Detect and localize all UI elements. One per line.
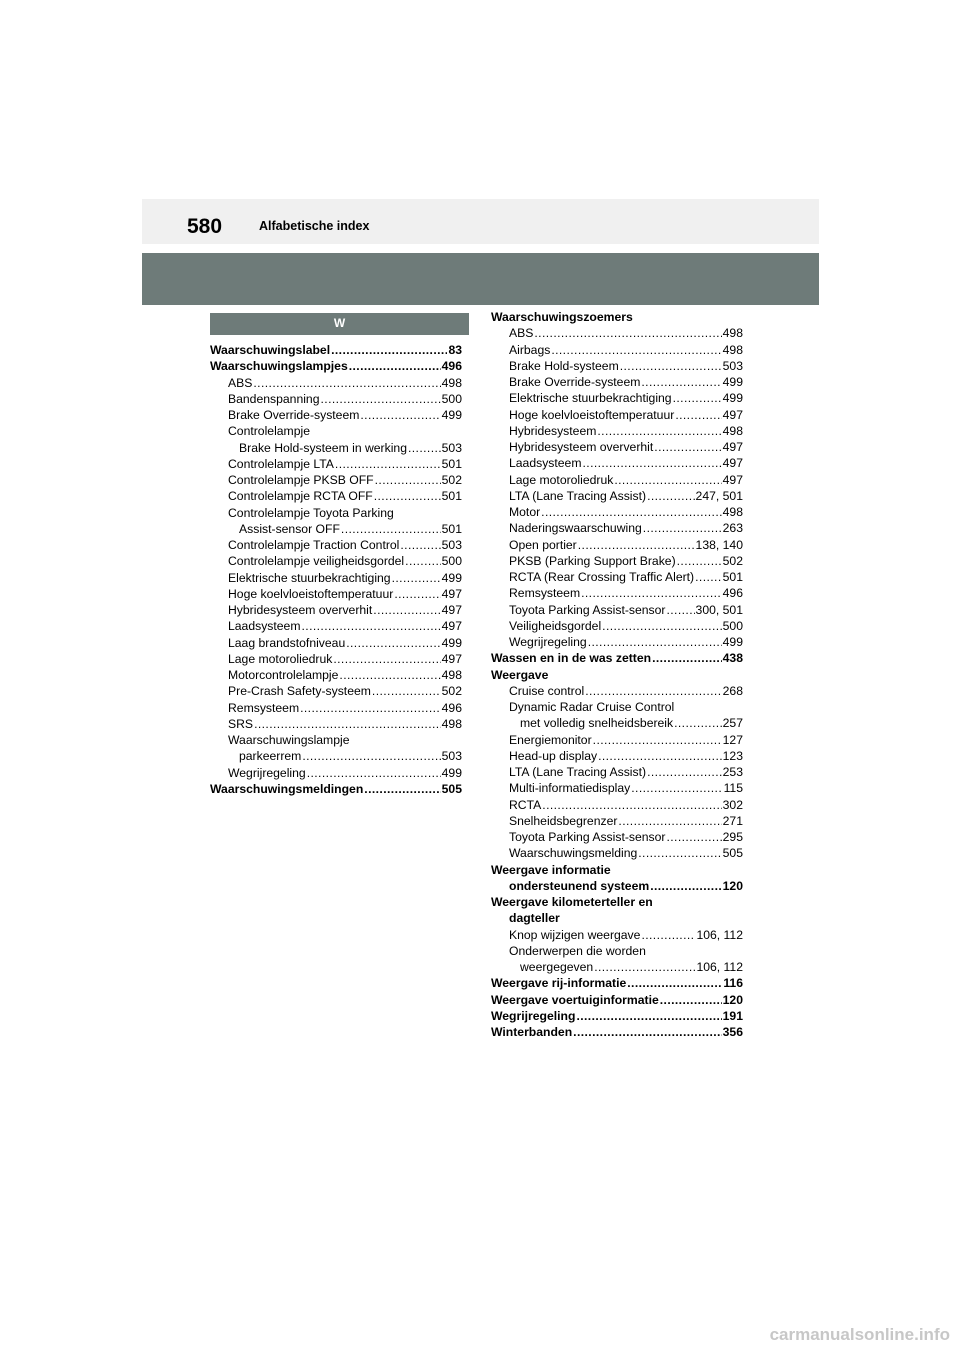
dot-leader [541, 504, 722, 520]
index-entry-label: Hoge koelvloeistoftemperatuur [509, 407, 675, 422]
dot-leader [647, 488, 694, 504]
dot-leader [573, 1024, 722, 1040]
index-entry [210, 456, 462, 472]
dot-leader [341, 521, 441, 537]
index-entry [491, 878, 743, 894]
index-entry [491, 325, 743, 341]
index-entry-page[interactable]: 106, 112 [696, 960, 743, 974]
index-entry-label: Controlelampje Traction Control [228, 538, 400, 552]
dot-leader [408, 440, 441, 456]
index-entry-page[interactable]: 497 [722, 440, 743, 454]
index-entry [491, 472, 743, 488]
index-entry [491, 894, 743, 910]
index-entry-page[interactable]: 499 [441, 635, 462, 650]
index-entry [210, 700, 462, 716]
dot-leader [534, 325, 721, 341]
index-entry-label: Toyota Parking Assist-sensor [509, 830, 666, 844]
index-entry [491, 439, 743, 455]
dot-leader [360, 407, 440, 423]
dot-leader [331, 342, 447, 358]
dot-leader [253, 375, 440, 391]
dot-leader [654, 439, 721, 455]
index-entry-page[interactable]: 106, 112 [696, 927, 743, 942]
index-entry-label: ABS [509, 326, 534, 341]
index-entry-page[interactable]: 295 [722, 830, 743, 844]
index-entry [491, 488, 743, 504]
index-entry-page[interactable]: 300, 501 [695, 602, 743, 617]
index-entry-label: Open portier [509, 537, 577, 552]
index-entry-page[interactable]: 499 [722, 635, 743, 649]
index-entry-label: Weergave informatie [491, 862, 611, 877]
index-entry [491, 959, 743, 975]
index-entry-page[interactable]: 499 [441, 570, 462, 585]
index-entry [491, 992, 743, 1008]
dot-leader [593, 732, 722, 748]
index-entry [491, 1024, 743, 1040]
index-entry-page[interactable]: 138, 140 [695, 537, 743, 552]
index-entry-page[interactable]: 127 [722, 732, 743, 747]
index-entry [210, 602, 462, 618]
index-entry-page[interactable]: 498 [441, 716, 462, 731]
index-entry-label: Onderwerpen die worden [509, 943, 646, 958]
page-title: Alfabetische index [259, 219, 370, 233]
dot-leader [333, 651, 440, 667]
index-entry [210, 732, 462, 748]
index-entry-label: Wegrijregeling [491, 1008, 576, 1023]
index-entry-label: Waarschuwingszoemers [491, 310, 633, 324]
index-entry [491, 407, 743, 423]
index-entry [491, 423, 743, 439]
index-entry [491, 537, 743, 553]
index-entry-page[interactable]: 191 [722, 1008, 743, 1023]
index-entry-label: LTA (Lane Tracing Assist) [509, 488, 647, 503]
chapter-banner [142, 253, 819, 305]
index-entry-label: Naderingswaarschuwing [509, 521, 642, 536]
index-entry-label: Hybridesysteem oververhit [509, 440, 654, 454]
index-entry-label: Waarschuwingsmelding [509, 846, 638, 861]
dot-leader [641, 374, 721, 390]
index-entry-page[interactable]: 497 [441, 619, 462, 634]
index-entry-page[interactable]: 497 [441, 586, 462, 601]
index-entry-label: Controlelampje RCTA OFF [228, 489, 373, 504]
index-entry-page[interactable]: 498 [441, 668, 462, 682]
index-entry-label: PKSB (Parking Support Brake) [509, 553, 676, 568]
dot-leader [650, 878, 721, 894]
dot-leader [339, 667, 440, 683]
index-entry [210, 472, 462, 488]
index-entry [491, 1008, 743, 1024]
dot-leader [598, 748, 722, 764]
index-entry-label: Weergave voertuiginformatie [491, 992, 659, 1007]
index-entry-label: Remsysteem [228, 700, 300, 715]
dot-leader [638, 845, 721, 861]
index-entry-page[interactable]: 302 [722, 797, 743, 812]
index-entry-label: Hybridesysteem [509, 423, 597, 438]
index-entry [210, 716, 462, 732]
index-entry-page[interactable]: 502 [441, 473, 462, 487]
dot-leader [346, 635, 440, 651]
index-entry-label: Bandenspanning [228, 391, 320, 406]
index-entry-label: Energiemonitor [509, 732, 592, 747]
dot-leader [302, 618, 441, 634]
index-entry-page[interactable]: 501 [722, 570, 743, 584]
dot-leader [374, 488, 441, 504]
index-entry-label: Brake Hold-systeem [509, 358, 619, 373]
index-entry [210, 521, 462, 537]
index-entry-page[interactable]: 502 [441, 684, 462, 699]
index-entry-label: Controlelampje [228, 424, 310, 439]
index-entry [210, 553, 462, 569]
index-entry-page[interactable]: 253 [722, 765, 743, 779]
dot-leader [364, 781, 440, 797]
dot-leader [551, 342, 721, 358]
index-entry [491, 813, 743, 829]
index-entry-label: Brake Override-systeem [228, 408, 360, 422]
dot-leader [254, 716, 441, 732]
index-entry-page[interactable]: 500 [441, 391, 462, 406]
dot-leader [405, 553, 441, 569]
dot-leader [647, 764, 722, 780]
index-entry-page[interactable]: 496 [441, 700, 462, 715]
index-column-left [210, 342, 462, 797]
index-entry [491, 553, 743, 569]
dot-leader [641, 927, 695, 943]
index-entry-label: Veiligheidsgordel [509, 618, 602, 633]
index-entry-label: Elektrische stuurbekrachtiging [509, 391, 672, 406]
index-entry-page[interactable]: 438 [722, 651, 743, 666]
dot-leader [375, 472, 441, 488]
index-entry [210, 781, 462, 797]
index-entry-label: Waarschuwingsmeldingen [210, 781, 364, 796]
index-entry-label: LTA (Lane Tracing Assist) [509, 765, 647, 779]
index-entry-label: Assist-sensor OFF [239, 521, 340, 536]
index-entry-page[interactable]: 499 [722, 391, 743, 406]
index-entry [491, 602, 743, 618]
index-entry [210, 570, 462, 586]
index-entry [491, 943, 743, 959]
dot-leader [620, 358, 722, 374]
index-entry-label: Snelheidsbegrenzer [509, 813, 618, 828]
index-entry [491, 683, 743, 699]
index-entry-label: Brake Hold-systeem in werking [239, 440, 407, 455]
index-entry-label: RCTA [509, 797, 542, 812]
index-entry-label: Wassen en in de was zetten [491, 651, 652, 666]
dot-leader [335, 456, 441, 472]
dot-leader [652, 650, 722, 666]
index-entry-label: Controlelampje PKSB OFF [228, 473, 374, 487]
index-entry-page[interactable]: 247, 501 [695, 488, 743, 503]
index-entry-label: Pre-Crash Safety-systeem [228, 684, 371, 699]
index-entry-page[interactable]: 257 [722, 716, 743, 731]
index-entry [491, 699, 743, 715]
index-entry-label: Head-up display [509, 748, 598, 763]
index-entry [491, 618, 743, 634]
index-entry-page[interactable]: 497 [722, 472, 743, 487]
index-entry-label: Hybridesysteem oververhit [228, 603, 373, 617]
dot-leader [583, 455, 722, 471]
index-entry-label: Dynamic Radar Cruise Control [509, 700, 675, 714]
header-bar [142, 199, 819, 244]
index-entry-page[interactable]: 499 [722, 375, 743, 389]
index-entry [491, 569, 743, 585]
index-entry-label: Motorcontrolelampje [228, 668, 339, 682]
index-entry [491, 374, 743, 390]
index-entry-label: parkeerrem [239, 749, 302, 764]
index-entry-label: Weergave kilometerteller en [491, 895, 653, 909]
dot-leader [660, 992, 722, 1008]
dot-leader [349, 358, 441, 374]
dot-leader [643, 520, 722, 536]
index-entry-page[interactable]: 116 [723, 976, 743, 991]
dot-leader [588, 634, 722, 650]
index-entry-label: SRS [228, 716, 254, 731]
dot-leader [307, 765, 441, 781]
index-column-right [491, 309, 743, 1040]
index-entry [491, 748, 743, 764]
index-entry-label: Laag brandstofniveau [228, 635, 346, 650]
index-entry-label: Weergave rij-informatie [491, 976, 627, 991]
index-entry [210, 342, 462, 358]
index-entry [210, 391, 462, 407]
index-entry [210, 375, 462, 391]
index-entry [491, 862, 743, 878]
index-entry [491, 390, 743, 406]
index-entry-label: Laadsysteem [228, 619, 301, 634]
index-entry-label: Waarschuwingslampje [228, 733, 350, 747]
index-entry-page[interactable]: 503 [722, 358, 743, 373]
index-entry [210, 586, 462, 602]
dot-leader [666, 602, 694, 618]
index-entry-label: Wegrijregeling [509, 635, 587, 649]
index-entry-label: dagteller [509, 911, 560, 926]
index-entry-page[interactable]: 498 [722, 342, 743, 357]
dot-leader [594, 959, 695, 975]
index-entry-label: Multi-informatiedisplay [509, 781, 631, 796]
index-entry-page[interactable]: 502 [722, 553, 743, 568]
index-entry-page[interactable]: 499 [441, 765, 462, 780]
index-entry-label: Lage motoroliedruk [509, 472, 614, 487]
index-entry [491, 927, 743, 943]
index-entry-page[interactable]: 356 [722, 1025, 743, 1039]
dot-leader [677, 553, 722, 569]
index-entry [210, 505, 462, 521]
dot-leader [576, 1008, 721, 1024]
index-entry [210, 488, 462, 504]
dot-leader [627, 975, 722, 991]
dot-leader [392, 570, 441, 586]
index-entry-label: RCTA (Rear Crossing Traffic Alert) [509, 570, 695, 584]
index-entry-page[interactable]: 498 [722, 505, 743, 519]
index-entry-label: Waarschuwingslabel [210, 343, 331, 357]
index-entry-label: Hoge koelvloeistoftemperatuur [228, 586, 394, 601]
index-entry [491, 650, 743, 666]
index-entry-page[interactable]: 497 [441, 603, 462, 617]
index-entry-page[interactable]: 496 [441, 359, 462, 374]
dot-leader [578, 537, 695, 553]
index-entry-page[interactable]: 501 [441, 489, 462, 504]
dot-leader [400, 537, 440, 553]
index-entry [491, 358, 743, 374]
dot-leader [673, 390, 722, 406]
dot-leader [542, 797, 721, 813]
index-entry [491, 829, 743, 845]
index-entry-label: Weergave [491, 667, 549, 682]
dot-leader [631, 780, 722, 796]
watermark: carmanualsonline.info [769, 1325, 950, 1344]
index-entry-page[interactable]: 500 [441, 554, 462, 569]
index-entry [491, 780, 743, 796]
index-entry-label: Remsysteem [509, 586, 581, 601]
index-entry [491, 504, 743, 520]
index-entry-label: Knop wijzigen weergave [509, 927, 641, 942]
index-entry-page[interactable]: 505 [441, 781, 462, 796]
dot-leader [618, 813, 721, 829]
index-entry-label: Toyota Parking Assist-sensor [509, 602, 666, 617]
page-number: 580 [187, 215, 223, 238]
index-entry-label: Controlelampje Toyota Parking [228, 505, 394, 520]
index-entry-page[interactable]: 123 [722, 748, 743, 763]
index-entry-page[interactable]: 501 [441, 521, 462, 536]
dot-leader [372, 683, 441, 699]
index-entry [210, 618, 462, 634]
index-entry [491, 455, 743, 471]
index-entry-label: weergegeven [520, 960, 594, 974]
index-entry-page[interactable]: 505 [722, 846, 743, 861]
index-entry [491, 845, 743, 861]
index-entry [210, 537, 462, 553]
index-entry [491, 732, 743, 748]
index-entry-page[interactable]: 499 [441, 408, 462, 422]
index-entry-page[interactable]: 120 [722, 878, 743, 893]
index-entry [210, 423, 462, 439]
dot-leader [585, 683, 721, 699]
dot-leader [674, 715, 722, 731]
index-entry-label: Wegrijregeling [228, 765, 306, 780]
index-entry-label: Airbags [509, 342, 551, 357]
index-entry-page[interactable]: 497 [722, 456, 743, 471]
index-entry-label: Elektrische stuurbekrachtiging [228, 570, 391, 585]
index-entry-page[interactable]: 501 [441, 456, 462, 471]
index-entry-label: Lage motoroliedruk [228, 651, 333, 666]
dot-leader [300, 700, 441, 716]
dot-leader [602, 618, 722, 634]
index-entry-page[interactable]: 83 [448, 343, 462, 357]
index-entry-label: ondersteunend systeem [509, 878, 650, 893]
dot-leader [666, 829, 721, 845]
index-entry-label: met volledig snelheidsbereik [520, 716, 674, 731]
dot-leader [373, 602, 440, 618]
index-entry-label: Waarschuwingslampjes [210, 359, 348, 374]
index-entry-page[interactable]: 496 [722, 586, 743, 601]
index-entry-label: ABS [228, 375, 253, 390]
index-letter-heading: W [210, 313, 469, 335]
index-entry-page[interactable]: 503 [441, 749, 462, 764]
index-entry-label: Laadsysteem [509, 456, 582, 471]
dot-leader [302, 748, 440, 764]
index-entry-page[interactable]: 503 [441, 440, 462, 455]
index-entry-page[interactable]: 268 [722, 683, 743, 698]
index-entry-page[interactable]: 271 [722, 813, 743, 828]
dot-leader [675, 407, 721, 423]
index-entry-label: Controlelampje veiligheidsgordel [228, 554, 405, 569]
index-entry [491, 520, 743, 536]
index-entry [491, 309, 743, 325]
index-entry [491, 342, 743, 358]
dot-leader [695, 569, 722, 585]
dot-leader [597, 423, 721, 439]
index-entry [491, 667, 743, 683]
index-entry [491, 910, 743, 926]
index-entry [210, 440, 462, 456]
dot-leader [581, 585, 722, 601]
dot-leader [614, 472, 721, 488]
index-entry-page[interactable]: 498 [722, 423, 743, 438]
index-entry-page[interactable]: 498 [722, 326, 743, 341]
index-entry-page[interactable]: 497 [441, 651, 462, 666]
index-entry [210, 667, 462, 683]
dot-leader [394, 586, 440, 602]
index-entry-page[interactable]: 115 [723, 781, 743, 796]
index-entry-label: Brake Override-systeem [509, 375, 641, 389]
index-entry [491, 975, 743, 991]
index-entry [491, 764, 743, 780]
index-entry-label: Controlelampje LTA [228, 456, 334, 471]
index-entry-page[interactable]: 500 [722, 618, 743, 633]
index-entry-page[interactable]: 120 [722, 992, 743, 1007]
index-entry-page[interactable]: 498 [441, 375, 462, 390]
index-entry [491, 715, 743, 731]
index-entry-page[interactable]: 497 [722, 407, 743, 422]
index-entry [210, 407, 462, 423]
index-entry-label: Winterbanden [491, 1025, 573, 1039]
index-entry [491, 797, 743, 813]
dot-leader [321, 391, 441, 407]
index-entry [210, 651, 462, 667]
index-entry [491, 634, 743, 650]
index-entry [210, 635, 462, 651]
index-entry [491, 585, 743, 601]
index-entry-page[interactable]: 263 [722, 521, 743, 536]
index-entry-label: Motor [509, 505, 541, 519]
index-entry [210, 358, 462, 374]
index-entry [210, 748, 462, 764]
index-entry-label: Cruise control [509, 683, 585, 698]
index-entry [210, 765, 462, 781]
index-entry [210, 683, 462, 699]
index-entry-page[interactable]: 503 [441, 538, 462, 552]
